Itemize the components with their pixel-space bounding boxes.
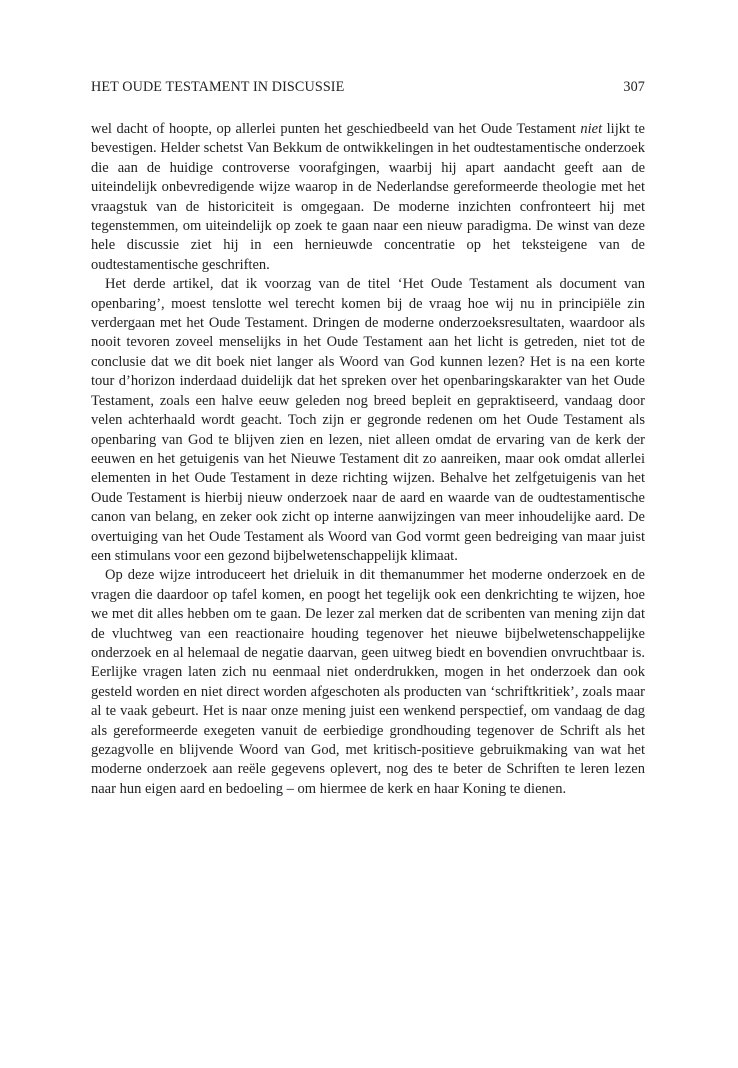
running-header <box>91 79 645 96</box>
paragraph-1-rest: lijkt te bevestigen. Helder schetst Van Bekkum de ontwikkelingen in het oudtestamentische onderzoek die aan de huidige controverse voorafgingen, waarbij hij apart aandacht geeft aan de uiteindelijk onbevredigende wijze waarop in de Nederlandse gereformeerde theologie met het vraagstuk van de historiciteit is omgegaan. De moderne inzichten confronteert hij met tegenstemmen, om uiteindelijk op zoek te gaan naar een nieuw paradigma. De winst van deze hele discussie ziet hij in een hernieuwde concentratie op het teksteigene van de oudtestamentische geschriften. <box>91 121 645 273</box>
paragraph-1 <box>91 120 645 275</box>
paragraph-2: Het derde artikel, dat ik voorzag van de titel ‘Het Oude Testament als document van openbaring’, moest tenslotte wel terecht komen bij de vraag hoe wij nu in principiële zin verdergaan met het Oude Testament. Dringen de moderne onderzoeksresultaten, waardoor als nooit tevoren zoveel menselijks in het Oude Testament aan het licht is getreden, niet tot de conclusie dat we dit boek niet langer als Woord van God kunnen lezen? Het is na een korte tour d’horizon inderdaad duidelijk dat het spreken over het openbaringskarakter van het Oude Testament, zoals een halve eeuw geleden nog breed bepleit en gepraktiseerd, vandaag door velen achterhaald wordt geacht. Toch zijn er gegronde redenen om het Oude Testament als openbaring van God te blijven zien en lezen, niet alleen omdat de ervaring van de kerk der eeuwen en het getuigenis van het Nieuwe Testament dit zo aanreiken, maar ook omdat allerlei elementen in het Oude Testament in deze richting wijzen. Behalve het zelfgetuigenis van het Oude Testament is hierbij nieuw onderzoek naar de aard en waarde van de oudtestamentische canon van belang, en zeker ook zicht op interne aanwijzingen van meer inhoudelijke aard. De overtuiging van het Oude Testament als Woord van God vormt geen bedreiging van maar juist een stimulans voor een gezond bijbelwetenschappelijk klimaat. <box>91 276 645 564</box>
paragraph-3: Op deze wijze introduceert het drieluik in dit themanummer het moderne onderzoek en de vragen die daardoor op tafel komen, en poogt het tegelijk ook een denkrichting te wijzen, hoe we met dit alles hebben om te gaan. De lezer zal merken dat de scribenten van mening zijn dat de vluchtweg van een reactionaire houding tegenover het nieuwe bijbelwetenschappelijke onderzoek en al helemaal de negatie daarvan, geen uitweg biedt en bovendien onvruchtbaar is. Eerlijke vragen laten zich nu eenmaal niet onderdrukken, mogen in het onderzoek dan ook gesteld worden en niet direct worden afgeschoten als producten van ‘schriftkritiek’, zoals maar al te vaak gebeurt. Het is naar onze mening juist een wenkend perspectief, om vandaag de dag als gereformeerde exegeten vanuit de eerbiedige grondhouding tegenover de Schrift als het gezagvolle en blijvende Woord van God, met kritisch-positieve gebruikmaking van wat het moderne onderzoek aan reële gegevens oplevert, nog des te beter de Schriften te leren lezen naar hun eigen aard en bedoeling – om hiermee de kerk en haar Koning te dienen. <box>91 567 645 797</box>
page-number: 307 <box>623 79 645 95</box>
running-title: HET OUDE TESTAMENT IN DISCUSSIE <box>91 79 345 95</box>
body-text <box>91 120 645 799</box>
paragraph-1-start: wel dacht of hoopte, op allerlei punten het geschiedbeeld van het Oude Testament <box>91 121 581 137</box>
document-page <box>91 0 645 1068</box>
emphasis-niet: niet <box>580 121 603 137</box>
